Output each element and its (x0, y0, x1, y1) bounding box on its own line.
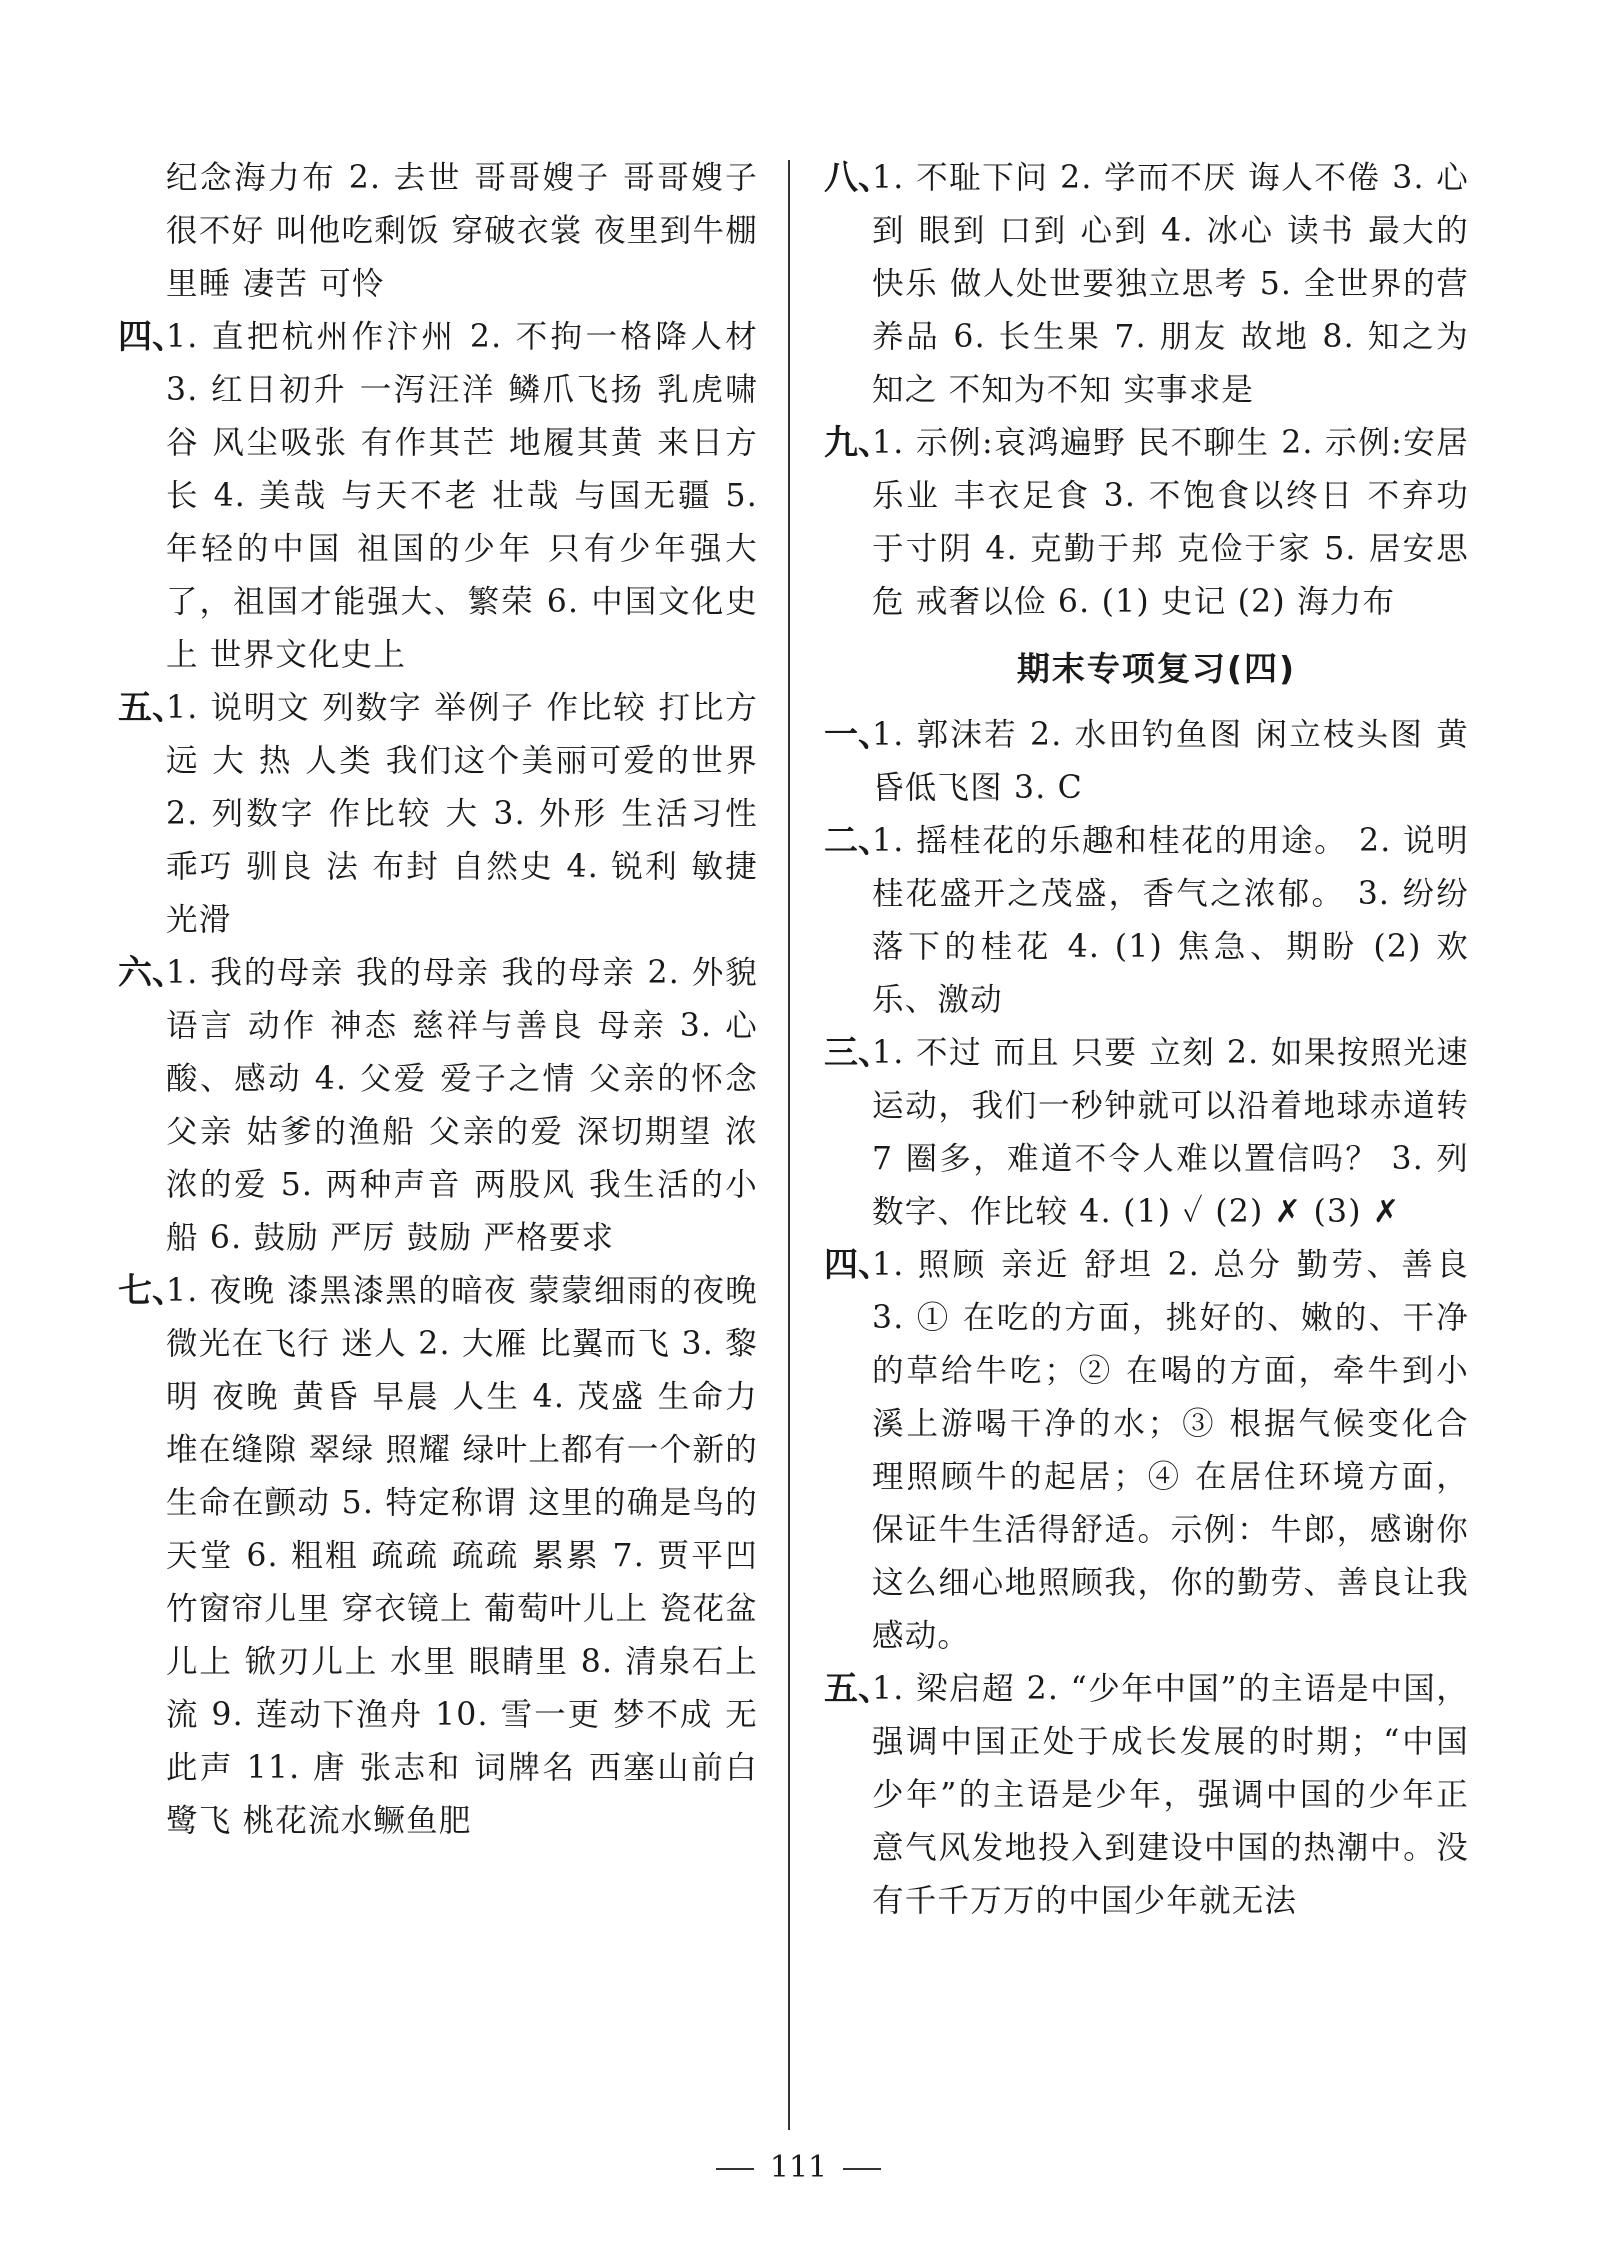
section-7 (118, 1265, 758, 1848)
review-section-4 (824, 1239, 1469, 1663)
section-number: 四、 (118, 317, 186, 357)
section-text: 1. 我的母亲 我的母亲 我的母亲 2. 外貌 语言 动作 神态 慈祥与善良 母亲 3. 心酸、感动 4. 父爱 爱子之情 父亲的怀念 父亲 姑爹的渔船 父亲的爱 深切期望 浓浓的爱 5. 两种声音 两股风 我生活的小船 6. 鼓励 严厉 鼓励 严格要求 (166, 955, 758, 1256)
section-9 (824, 417, 1469, 629)
review-section-5 (824, 1663, 1469, 1928)
section-text: 1. 直把杭州作汴州 2. 不拘一格降人材 3. 红日初升 一泻汪洋 鳞爪飞扬 乳虎啸谷 风尘吸张 有作其芒 地履其黄 来日方长 4. 美哉 与天不老 壮哉 与国无疆 5. 年轻的中国 祖国的少年 只有少年强大了，祖国才能强大、繁荣 6. 中国文化史上 世界文化史上 (166, 319, 758, 673)
section-number: 三、 (824, 1033, 892, 1073)
section-6 (118, 947, 758, 1265)
section-4 (118, 311, 758, 682)
section-text: 1. 郭沫若 2. 水田钓鱼图 闲立枝头图 黄昏低飞图 3. C (872, 717, 1469, 806)
section-text: 1. 说明文 列数字 举例子 作比较 打比方 远 大 热 人类 我们这个美丽可爱的世界 2. 列数字 作比较 大 3. 外形 生活习性 乖巧 驯良 法 布封 自然史 4. 锐利 敏捷 光滑 (166, 690, 758, 938)
left-column (118, 152, 758, 1848)
section-number: 四、 (824, 1245, 892, 1285)
footer-dash-left (716, 2168, 754, 2170)
section-text: 1. 夜晚 漆黑漆黑的暗夜 蒙蒙细雨的夜晚 微光在飞行 迷人 2. 大雁 比翼而飞 3. 黎明 夜晚 黄昏 早晨 人生 4. 茂盛 生命力 堆在缝隙 翠绿 照耀 绿叶上都有一个新的生命在颤动 5. 特定称谓 这里的确是鸟的天堂 6. 粗粗 疏疏 疏疏 累累 7. 贾平凹 竹窗帘儿里 穿衣镜上 葡萄叶儿上 瓷花盆儿上 锨刃儿上 水里 眼睛里 8. 清泉石上流 9. 莲动下渔舟 10. 雪一更 梦不成 无此声 11. 唐 张志和 词牌名 西塞山前白鹭飞 桃花流水鳜鱼肥 (166, 1273, 758, 1839)
footer-dash-right (843, 2168, 881, 2170)
column-divider (788, 160, 790, 2130)
section-number: 二、 (824, 821, 892, 861)
section-5 (118, 682, 758, 947)
section-text: 1. 摇桂花的乐趣和桂花的用途。 2. 说明桂花盛开之茂盛，香气之浓郁。 3. 纷纷落下的桂花 4. (1) 焦急、期盼 (2) 欢乐、激动 (872, 823, 1469, 1018)
section-8 (824, 152, 1469, 417)
review-section-1 (824, 709, 1469, 815)
section-text: 1. 不过 而且 只要 立刻 2. 如果按照光速运动，我们一秒钟就可以沿着地球赤道转 7 圈多，难道不令人难以置信吗？ 3. 列数字、作比较 4. (1) ✓ (2) ✗ (3) ✗ (872, 1035, 1469, 1230)
section-text: 1. 照顾 亲近 舒坦 2. 总分 勤劳、善良 3. ① 在吃的方面，挑好的、嫩的、干净的草给牛吃；② 在喝的方面，牵牛到小溪上游喝干净的水；③ 根据气候变化合理照顾牛的起居；④ 在居住环境方面，保证牛生活得舒适。示例：牛郎，感谢你这么细心地照顾我，你的勤劳、善良让我感动。 (872, 1247, 1469, 1654)
section-number: 六、 (118, 953, 186, 993)
review-section-3 (824, 1027, 1469, 1239)
page-footer (0, 2150, 1597, 2185)
intro-continuation: 纪念海力布 2. 去世 哥哥嫂子 哥哥嫂子 很不好 叫他吃剩饭 穿破衣裳 夜里到牛棚里睡 凄苦 可怜 (166, 160, 758, 302)
section-number: 一、 (824, 715, 892, 755)
review-heading: 期末专项复习(四) (1016, 649, 1297, 688)
section-number: 七、 (118, 1271, 186, 1311)
section-text: 1. 示例:哀鸿遍野 民不聊生 2. 示例:安居乐业 丰衣足食 3. 不饱食以终日 不弃功于寸阴 4. 克勤于邦 克俭于家 5. 居安思危 戒奢以俭 6. (1) 史记 (2) 海力布 (872, 425, 1469, 620)
review-section-2 (824, 815, 1469, 1027)
section-number: 五、 (118, 688, 186, 728)
section-number: 九、 (824, 423, 892, 463)
section-text: 1. 不耻下问 2. 学而不厌 诲人不倦 3. 心到 眼到 口到 心到 4. 冰心 读书 最大的快乐 做人处世要独立思考 5. 全世界的营养品 6. 长生果 7. 朋友 故地 8. 知之为知之 不知为不知 实事求是 (872, 160, 1469, 408)
right-column (824, 152, 1469, 1928)
section-number: 八、 (824, 158, 892, 198)
section-number: 五、 (824, 1669, 892, 1709)
section-text: 1. 梁启超 2. “少年中国”的主语是中国，强调中国正处于成长发展的时期；“中国少年”的主语是少年，强调中国的少年正意气风发地投入到建设中国的热潮中。没有千千万万的中国少年就无法 (872, 1671, 1469, 1919)
page-number: 111 (769, 2150, 828, 2185)
